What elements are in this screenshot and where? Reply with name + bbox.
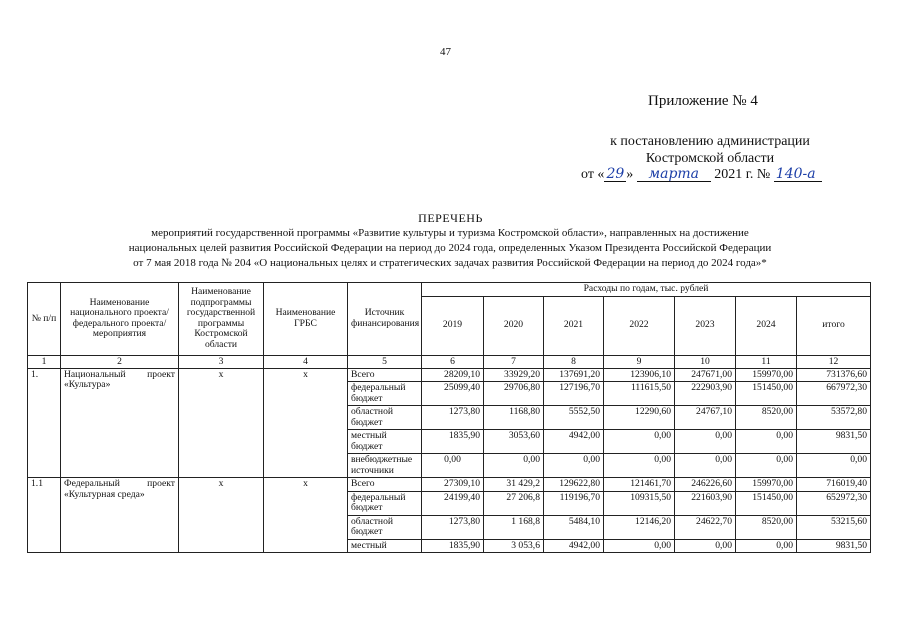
value-cell: 159970,00 bbox=[736, 478, 797, 492]
value-cell: 5552,50 bbox=[544, 406, 604, 430]
value-cell: 0,00 bbox=[544, 454, 604, 478]
value-cell: 731376,60 bbox=[797, 368, 871, 382]
value-cell: 8520,00 bbox=[736, 515, 797, 539]
value-cell: 0,00 bbox=[797, 454, 871, 478]
value-cell: 24767,10 bbox=[675, 406, 736, 430]
decree-date-line bbox=[581, 167, 822, 183]
value-cell: 127196,70 bbox=[544, 382, 604, 406]
value-cell: 28209,10 bbox=[422, 368, 484, 382]
value-cell: 716019,40 bbox=[797, 478, 871, 492]
decree-line-2: Костромской области bbox=[645, 151, 775, 166]
value-cell: 0,00 bbox=[604, 454, 675, 478]
value-cell: 1273,80 bbox=[422, 515, 484, 539]
value-cell: 221603,90 bbox=[675, 491, 736, 515]
value-cell: 247671,00 bbox=[675, 368, 736, 382]
value-cell: 29706,80 bbox=[484, 382, 544, 406]
column-number: 4 bbox=[264, 355, 348, 368]
value-cell: 3 053,6 bbox=[484, 539, 544, 553]
document-title: ПЕРЕЧЕНЬ bbox=[418, 211, 483, 225]
project-name: Федеральный проект «Культурная среда» bbox=[61, 478, 179, 553]
header-grbs: Наименование ГРБС bbox=[264, 283, 348, 356]
value-cell: 1 168,8 bbox=[484, 515, 544, 539]
value-cell: 9831,50 bbox=[797, 430, 871, 454]
table-row bbox=[28, 368, 871, 382]
page-number: 47 bbox=[440, 46, 451, 58]
value-cell: 5484,10 bbox=[544, 515, 604, 539]
value-cell: 0,00 bbox=[604, 430, 675, 454]
value-cell: 0,00 bbox=[736, 454, 797, 478]
value-cell: 0,00 bbox=[736, 430, 797, 454]
value-cell: 12290,60 bbox=[604, 406, 675, 430]
subprogram-cell: х bbox=[179, 478, 264, 553]
value-cell: 1835,90 bbox=[422, 430, 484, 454]
column-number: 3 bbox=[179, 355, 264, 368]
header-year-2021: 2021 bbox=[544, 296, 604, 355]
header-year-2024: 2024 bbox=[736, 296, 797, 355]
table-row bbox=[28, 478, 871, 492]
value-cell: 0,00 bbox=[675, 430, 736, 454]
value-cell: 31 429,2 bbox=[484, 478, 544, 492]
column-number: 5 bbox=[348, 355, 422, 368]
value-cell: 246226,60 bbox=[675, 478, 736, 492]
header-year-2019: 2019 bbox=[422, 296, 484, 355]
value-cell: 652972,30 bbox=[797, 491, 871, 515]
column-number: 2 bbox=[61, 355, 179, 368]
subtitle-line: национальных целей развития Российской Федерации на период до 2024 года, определенных Указом Президента Российской Федерации bbox=[128, 242, 772, 254]
subtitle-line: от 7 мая 2018 года № 204 «О национальных целях и стратегических задачах развития Российской Федерации на период до 2024 года»* bbox=[133, 257, 767, 269]
subtitle-line: мероприятий государственной программы «Развитие культуры и туризма Костромской области», направленных на достижение bbox=[151, 227, 749, 239]
value-cell: 33929,20 bbox=[484, 368, 544, 382]
handwritten-month: марта bbox=[637, 168, 711, 182]
column-number: 11 bbox=[736, 355, 797, 368]
decree-reference bbox=[580, 133, 840, 167]
value-cell: 129622,80 bbox=[544, 478, 604, 492]
column-number: 9 bbox=[604, 355, 675, 368]
value-cell: 1835,90 bbox=[422, 539, 484, 553]
grbs-cell: х bbox=[264, 368, 348, 478]
value-cell: 667972,30 bbox=[797, 382, 871, 406]
handwritten-number: 140-а bbox=[774, 168, 822, 182]
value-cell: 111615,50 bbox=[604, 382, 675, 406]
header-year-2022: 2022 bbox=[604, 296, 675, 355]
column-number: 6 bbox=[422, 355, 484, 368]
value-cell: 0,00 bbox=[675, 539, 736, 553]
header-subprogram: Наименование подпрограммы государственной программы Костромской области bbox=[179, 283, 264, 356]
column-number: 7 bbox=[484, 355, 544, 368]
value-cell: 151450,00 bbox=[736, 491, 797, 515]
column-number: 1 bbox=[28, 355, 61, 368]
header-project: Наименование национального проекта/ федерального проекта/ мероприятия bbox=[61, 283, 179, 356]
source-cell: Всего bbox=[348, 368, 422, 382]
source-cell: областной бюджет bbox=[348, 515, 422, 539]
row-number: 1. bbox=[28, 368, 61, 478]
value-cell: 0,00 bbox=[736, 539, 797, 553]
date-prefix: от « bbox=[581, 167, 605, 182]
value-cell: 24622,70 bbox=[675, 515, 736, 539]
value-cell: 121461,70 bbox=[604, 478, 675, 492]
value-cell: 0,00 bbox=[604, 539, 675, 553]
source-cell: местный bbox=[348, 539, 422, 553]
value-cell: 0,00 bbox=[484, 454, 544, 478]
header-row bbox=[28, 283, 871, 297]
source-cell: федеральный бюджет bbox=[348, 382, 422, 406]
value-cell: 137691,20 bbox=[544, 368, 604, 382]
row-number: 1.1 bbox=[28, 478, 61, 553]
header-year-2023: 2023 bbox=[675, 296, 736, 355]
value-cell: 3053,60 bbox=[484, 430, 544, 454]
source-cell: Всего bbox=[348, 478, 422, 492]
column-number: 10 bbox=[675, 355, 736, 368]
value-cell: 8520,00 bbox=[736, 406, 797, 430]
column-number: 8 bbox=[544, 355, 604, 368]
value-cell: 123906,10 bbox=[604, 368, 675, 382]
source-cell: федеральный бюджет bbox=[348, 491, 422, 515]
project-name: Национальный проект «Культура» bbox=[61, 368, 179, 478]
value-cell: 109315,50 bbox=[604, 491, 675, 515]
source-cell: внебюджетные источники bbox=[348, 454, 422, 478]
header-num: № п/п bbox=[28, 283, 61, 356]
value-cell: 9831,50 bbox=[797, 539, 871, 553]
header-year-2020: 2020 bbox=[484, 296, 544, 355]
value-cell: 119196,70 bbox=[544, 491, 604, 515]
value-cell: 53572,80 bbox=[797, 406, 871, 430]
source-cell: областной бюджет bbox=[348, 406, 422, 430]
value-cell: 24199,40 bbox=[422, 491, 484, 515]
value-cell: 4942,00 bbox=[544, 430, 604, 454]
document-subtitle bbox=[60, 226, 840, 271]
value-cell: 25099,40 bbox=[422, 382, 484, 406]
appendix-heading: Приложение № 4 bbox=[648, 93, 758, 109]
value-cell: 27309,10 bbox=[422, 478, 484, 492]
value-cell: 1273,80 bbox=[422, 406, 484, 430]
measures-table bbox=[27, 282, 871, 553]
value-cell: 27 206,8 bbox=[484, 491, 544, 515]
value-cell: 4942,00 bbox=[544, 539, 604, 553]
header-source: Источник финансирования bbox=[348, 283, 422, 356]
value-cell: 0,00 bbox=[675, 454, 736, 478]
value-cell: 1168,80 bbox=[484, 406, 544, 430]
date-mid: » bbox=[626, 167, 634, 182]
value-cell: 222903,90 bbox=[675, 382, 736, 406]
value-cell: 0,00 bbox=[422, 454, 484, 478]
column-number: 12 bbox=[797, 355, 871, 368]
value-cell: 159970,00 bbox=[736, 368, 797, 382]
header-expenses: Расходы по годам, тыс. рублей bbox=[422, 283, 871, 297]
date-year: 2021 г. № bbox=[714, 167, 771, 182]
value-cell: 151450,00 bbox=[736, 382, 797, 406]
decree-line-1: к постановлению администрации bbox=[610, 134, 810, 149]
handwritten-day: 29 bbox=[606, 166, 625, 182]
value-cell: 12146,20 bbox=[604, 515, 675, 539]
subprogram-cell: х bbox=[179, 368, 264, 478]
grbs-cell: х bbox=[264, 478, 348, 553]
value-cell: 53215,60 bbox=[797, 515, 871, 539]
header-total: итого bbox=[797, 296, 871, 355]
source-cell: местный бюджет bbox=[348, 430, 422, 454]
column-number-row bbox=[28, 355, 871, 368]
